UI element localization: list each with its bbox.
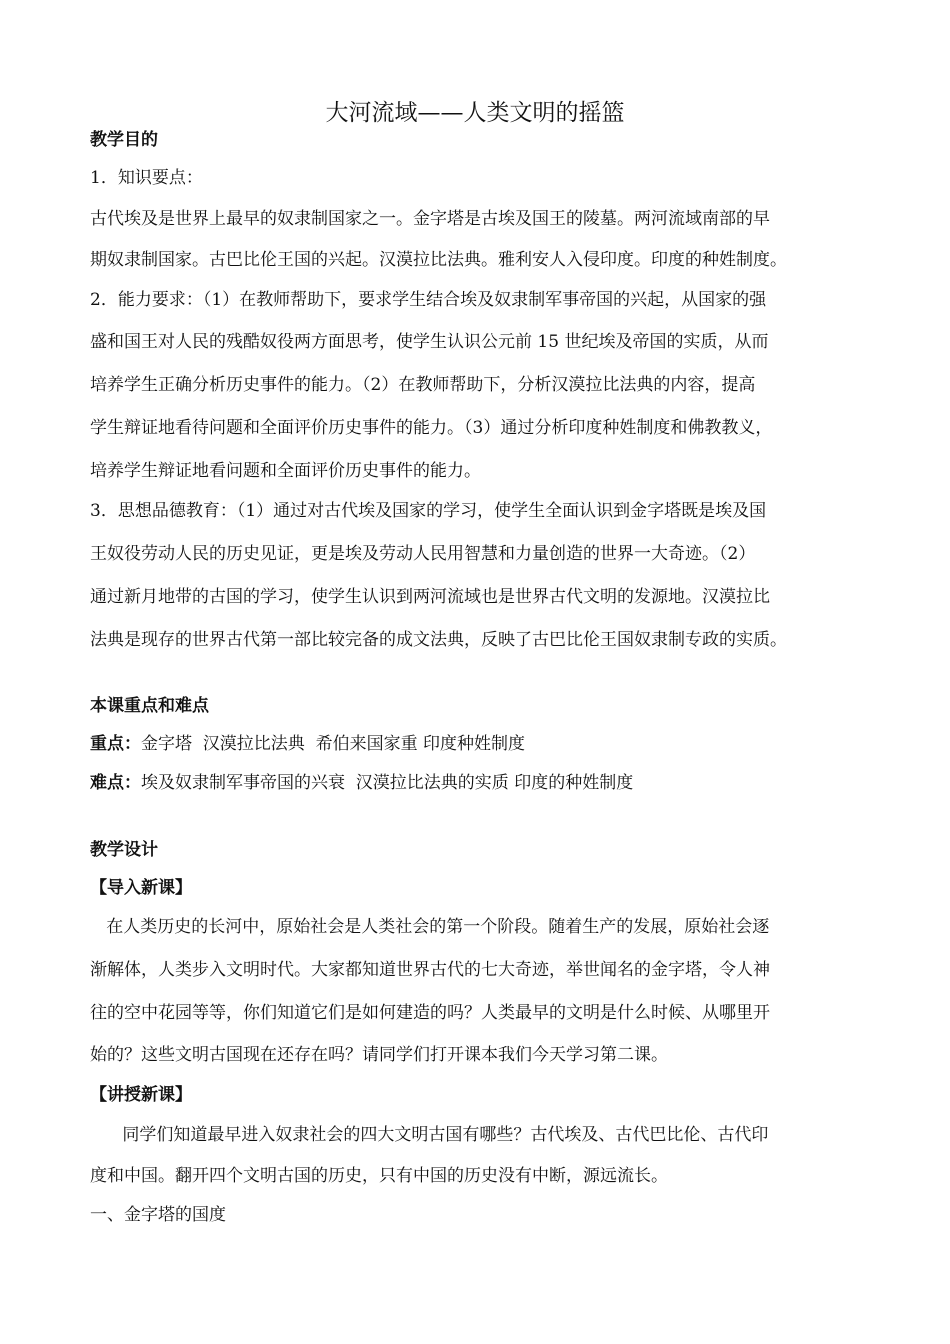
ability-line: 培养学生辩证地看问题和全面评价历史事件的能力。 (90, 461, 481, 481)
ability-line: 2．能力要求：（1）在教师帮助下，要求学生结合埃及奴隶制军事帝国的兴起，从国家的强 (90, 290, 767, 310)
moral-line: 3．思想品德教育：（1）通过对古代埃及国家的学习，使学生全面认识到金字塔既是埃及国 (90, 501, 767, 521)
ability-line: 盛和国王对人民的残酷奴役两方面思考，使学生认识公元前 15 世纪埃及帝国的实质，从而 (90, 332, 769, 352)
moral-line: 王奴役劳动人民的历史见证，更是埃及劳动人民用智慧和力量创造的世界一大奇迹。（2） (90, 544, 756, 564)
ability-line: 培养学生正确分析历史事件的能力。（2）在教师帮助下，分析汉漠拉比法典的内容，提高 (90, 375, 756, 395)
knowledge-line: 期奴隶制国家。古巴比伦王国的兴起。汉漠拉比法典。雅利安人入侵印度。印度的种姓制度。 (90, 250, 787, 270)
lecture-line: 度和中国。翻开四个文明古国的历史，只有中国的历史没有中断，源远流长。 (90, 1166, 668, 1186)
intro-line: 往的空中花园等等，你们知道它们是如何建造的吗？人类最早的文明是什么时候、从哪里开 (90, 1003, 770, 1023)
knowledge-line: 古代埃及是世界上最早的奴隶制国家之一。金字塔是古埃及国王的陵墓。两河流域南部的早 (90, 209, 770, 229)
key-text: 金字塔 汉漠拉比法典 希伯来国家重 印度种姓制度 (141, 734, 526, 754)
key-points-heading: 本课重点和难点 (90, 696, 209, 716)
intro-line: 渐解体，人类步入文明时代。大家都知道世界古代的七大奇迹，举世闻名的金字塔，令人神 (90, 960, 770, 980)
key-label: 重点： (90, 734, 141, 754)
knowledge-label: 1．知识要点： (90, 168, 203, 188)
design-heading: 教学设计 (90, 840, 158, 860)
lecture-heading: 【讲授新课】 (90, 1085, 192, 1105)
intro-line: 在人类历史的长河中，原始社会是人类社会的第一个阶段。随着生产的发展，原始社会逐 (90, 917, 770, 937)
intro-heading: 【导入新课】 (90, 878, 192, 898)
intro-line: 始的？这些文明古国现在还存在吗？请同学们打开课本我们今天学习第二课。 (90, 1045, 668, 1065)
difficult-label: 难点： (90, 773, 141, 793)
objectives-heading: 教学目的 (90, 130, 158, 150)
difficult-text: 埃及奴隶制军事帝国的兴衰 汉漠拉比法典的实质 印度的种姓制度 (141, 773, 634, 793)
moral-line: 法典是现存的世界古代第一部比较完备的成文法典，反映了古巴比伦王国奴隶制专政的实质。 (90, 630, 787, 650)
moral-line: 通过新月地带的古国的学习，使学生认识到两河流域也是世界古代文明的发源地。汉漠拉比 (90, 587, 770, 607)
key-point-row (90, 732, 880, 756)
difficult-point-row (90, 771, 880, 795)
lecture-line: 同学们知道最早进入奴隶社会的四大文明古国有哪些？古代埃及、古代巴比伦、古代印 (90, 1125, 769, 1145)
section-one-heading: 一、金字塔的国度 (90, 1205, 226, 1225)
document-title: 大河流域——人类文明的摇篮 (325, 100, 625, 126)
ability-line: 学生辩证地看待问题和全面评价历史事件的能力。（3）通过分析印度种姓制度和佛教教义， (90, 418, 773, 438)
